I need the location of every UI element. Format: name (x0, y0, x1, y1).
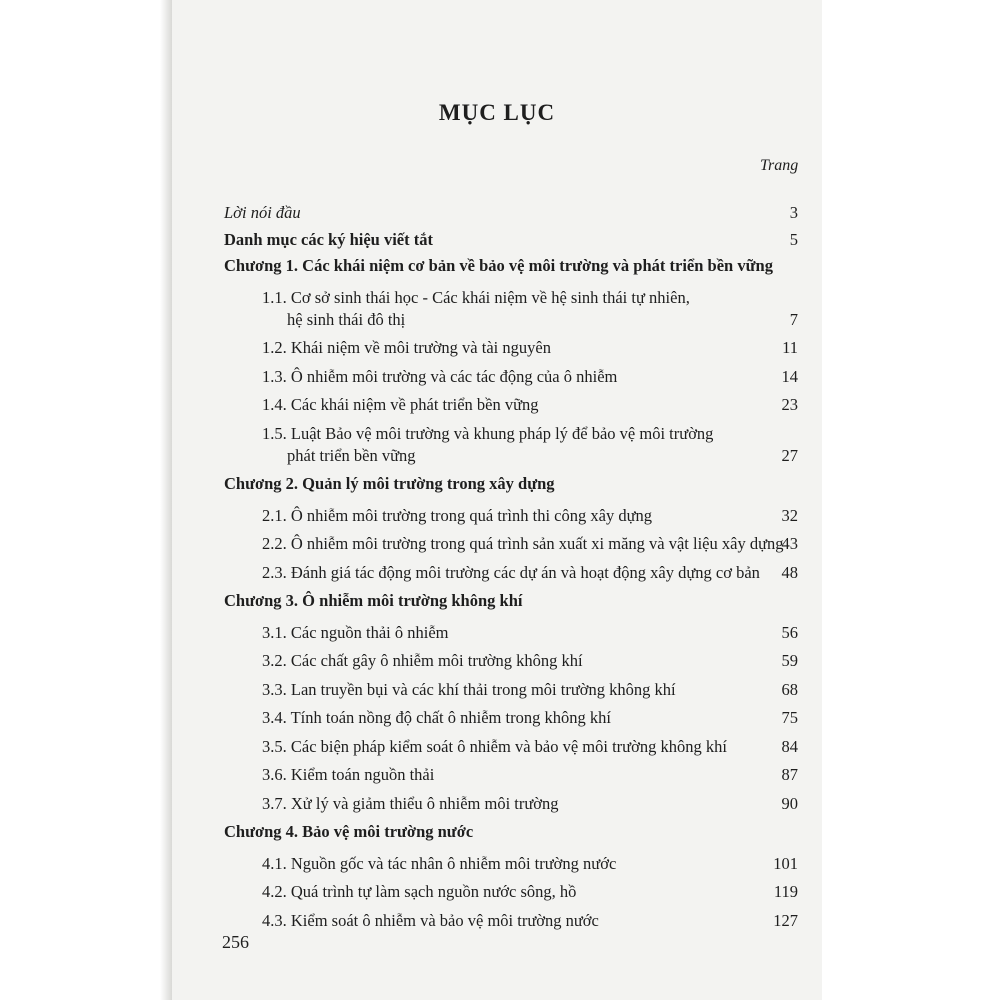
toc-page-number: 27 (781, 445, 798, 465)
toc-section-entry: 4.1. Nguồn gốc và tác nhân ô nhiễm môi trường nước (262, 853, 617, 873)
toc-section-entry: 3.3. Lan truyền bụi và các khí thải trong môi trường không khí (262, 679, 676, 699)
toc-page-number: 14 (781, 366, 798, 386)
toc-section-entry: 2.3. Đánh giá tác động môi trường các dự án và hoạt động xây dựng cơ bản (262, 562, 760, 582)
toc-section-entry: 1.3. Ô nhiễm môi trường và các tác động của ô nhiễm (262, 366, 618, 386)
page-number: 256 (222, 932, 249, 952)
toc-page-number: 11 (782, 338, 798, 357)
toc-chapter-title: Chương 4. Bảo vệ môi trường nước (224, 822, 474, 841)
toc-section-entry: 1.1. Cơ sở sinh thái học - Các khái niệm về hệ sinh thái tự nhiên, (262, 287, 690, 307)
toc-section-entry: 2.1. Ô nhiễm môi trường trong quá trình thi công xây dựng (262, 505, 653, 525)
page-column-header: Trang (760, 157, 799, 174)
toc-chapter-title: Chương 2. Quản lý môi trường trong xây dựng (224, 474, 555, 493)
toc-section-entry: 2.2. Ô nhiễm môi trường trong quá trình sản xuất xi măng và vật liệu xây dựng (262, 534, 784, 553)
toc-page-number: 101 (773, 853, 798, 873)
toc-page-number: 84 (781, 736, 798, 756)
toc-page-number: 127 (773, 910, 798, 930)
toc-page-number: 48 (781, 562, 798, 582)
toc-section-entry: 3.7. Xử lý và giảm thiểu ô nhiễm môi trường (262, 793, 559, 813)
toc-section-entry: 1.5. Luật Bảo vệ môi trường và khung pháp lý để bảo vệ môi trường (262, 423, 714, 443)
toc-page-number: 119 (773, 882, 798, 901)
toc-page-number: 5 (789, 229, 798, 249)
toc-section-entry: 3.2. Các chất gây ô nhiễm môi trường không khí (262, 651, 583, 670)
toc-section-continuation: phát triển bền vững (287, 445, 416, 465)
toc-front-entry: Danh mục các ký hiệu viết tắt (224, 229, 433, 249)
toc-page-number: 87 (781, 765, 798, 784)
toc-page-number: 59 (781, 651, 798, 670)
toc-page-number: 7 (789, 309, 798, 329)
toc-page-number: 43 (781, 534, 798, 553)
toc-chapter-title: Chương 1. Các khái niệm cơ bản về bảo vệ môi trường và phát triển bền vững (224, 256, 773, 275)
toc-section-entry: 4.3. Kiểm soát ô nhiễm và bảo vệ môi trường nước (262, 910, 599, 930)
page-title: MỤC LỤC (438, 100, 556, 125)
toc-page-number: 3 (789, 203, 798, 222)
toc-section-entry: 3.1. Các nguồn thải ô nhiễm (262, 622, 449, 642)
toc-section-entry: 4.2. Quá trình tự làm sạch nguồn nước sông, hồ (262, 882, 577, 901)
toc-section-entry: 3.6. Kiểm toán nguồn thải (262, 765, 435, 784)
book-page (172, 0, 822, 1000)
toc-section-entry: 3.5. Các biện pháp kiểm soát ô nhiễm và bảo vệ môi trường không khí (262, 736, 727, 756)
toc-section-continuation: hệ sinh thái đô thị (287, 309, 406, 329)
toc-section-entry: 1.2. Khái niệm về môi trường và tài nguyên (262, 338, 551, 357)
toc-page-number: 90 (781, 793, 798, 813)
toc-page-number: 32 (781, 505, 798, 525)
toc-front-entry: Lời nói đầu (224, 203, 301, 222)
toc-page-number: 68 (781, 679, 798, 699)
toc-section-entry: 3.4. Tính toán nồng độ chất ô nhiễm trong không khí (262, 708, 611, 727)
toc-page-number: 75 (781, 708, 798, 727)
toc-page-number: 56 (781, 622, 798, 642)
toc-page-number: 23 (781, 395, 798, 414)
toc-section-entry: 1.4. Các khái niệm về phát triển bền vững (262, 395, 539, 414)
page-edge-shadow (160, 0, 172, 1000)
toc-chapter-title: Chương 3. Ô nhiễm môi trường không khí (224, 591, 523, 610)
